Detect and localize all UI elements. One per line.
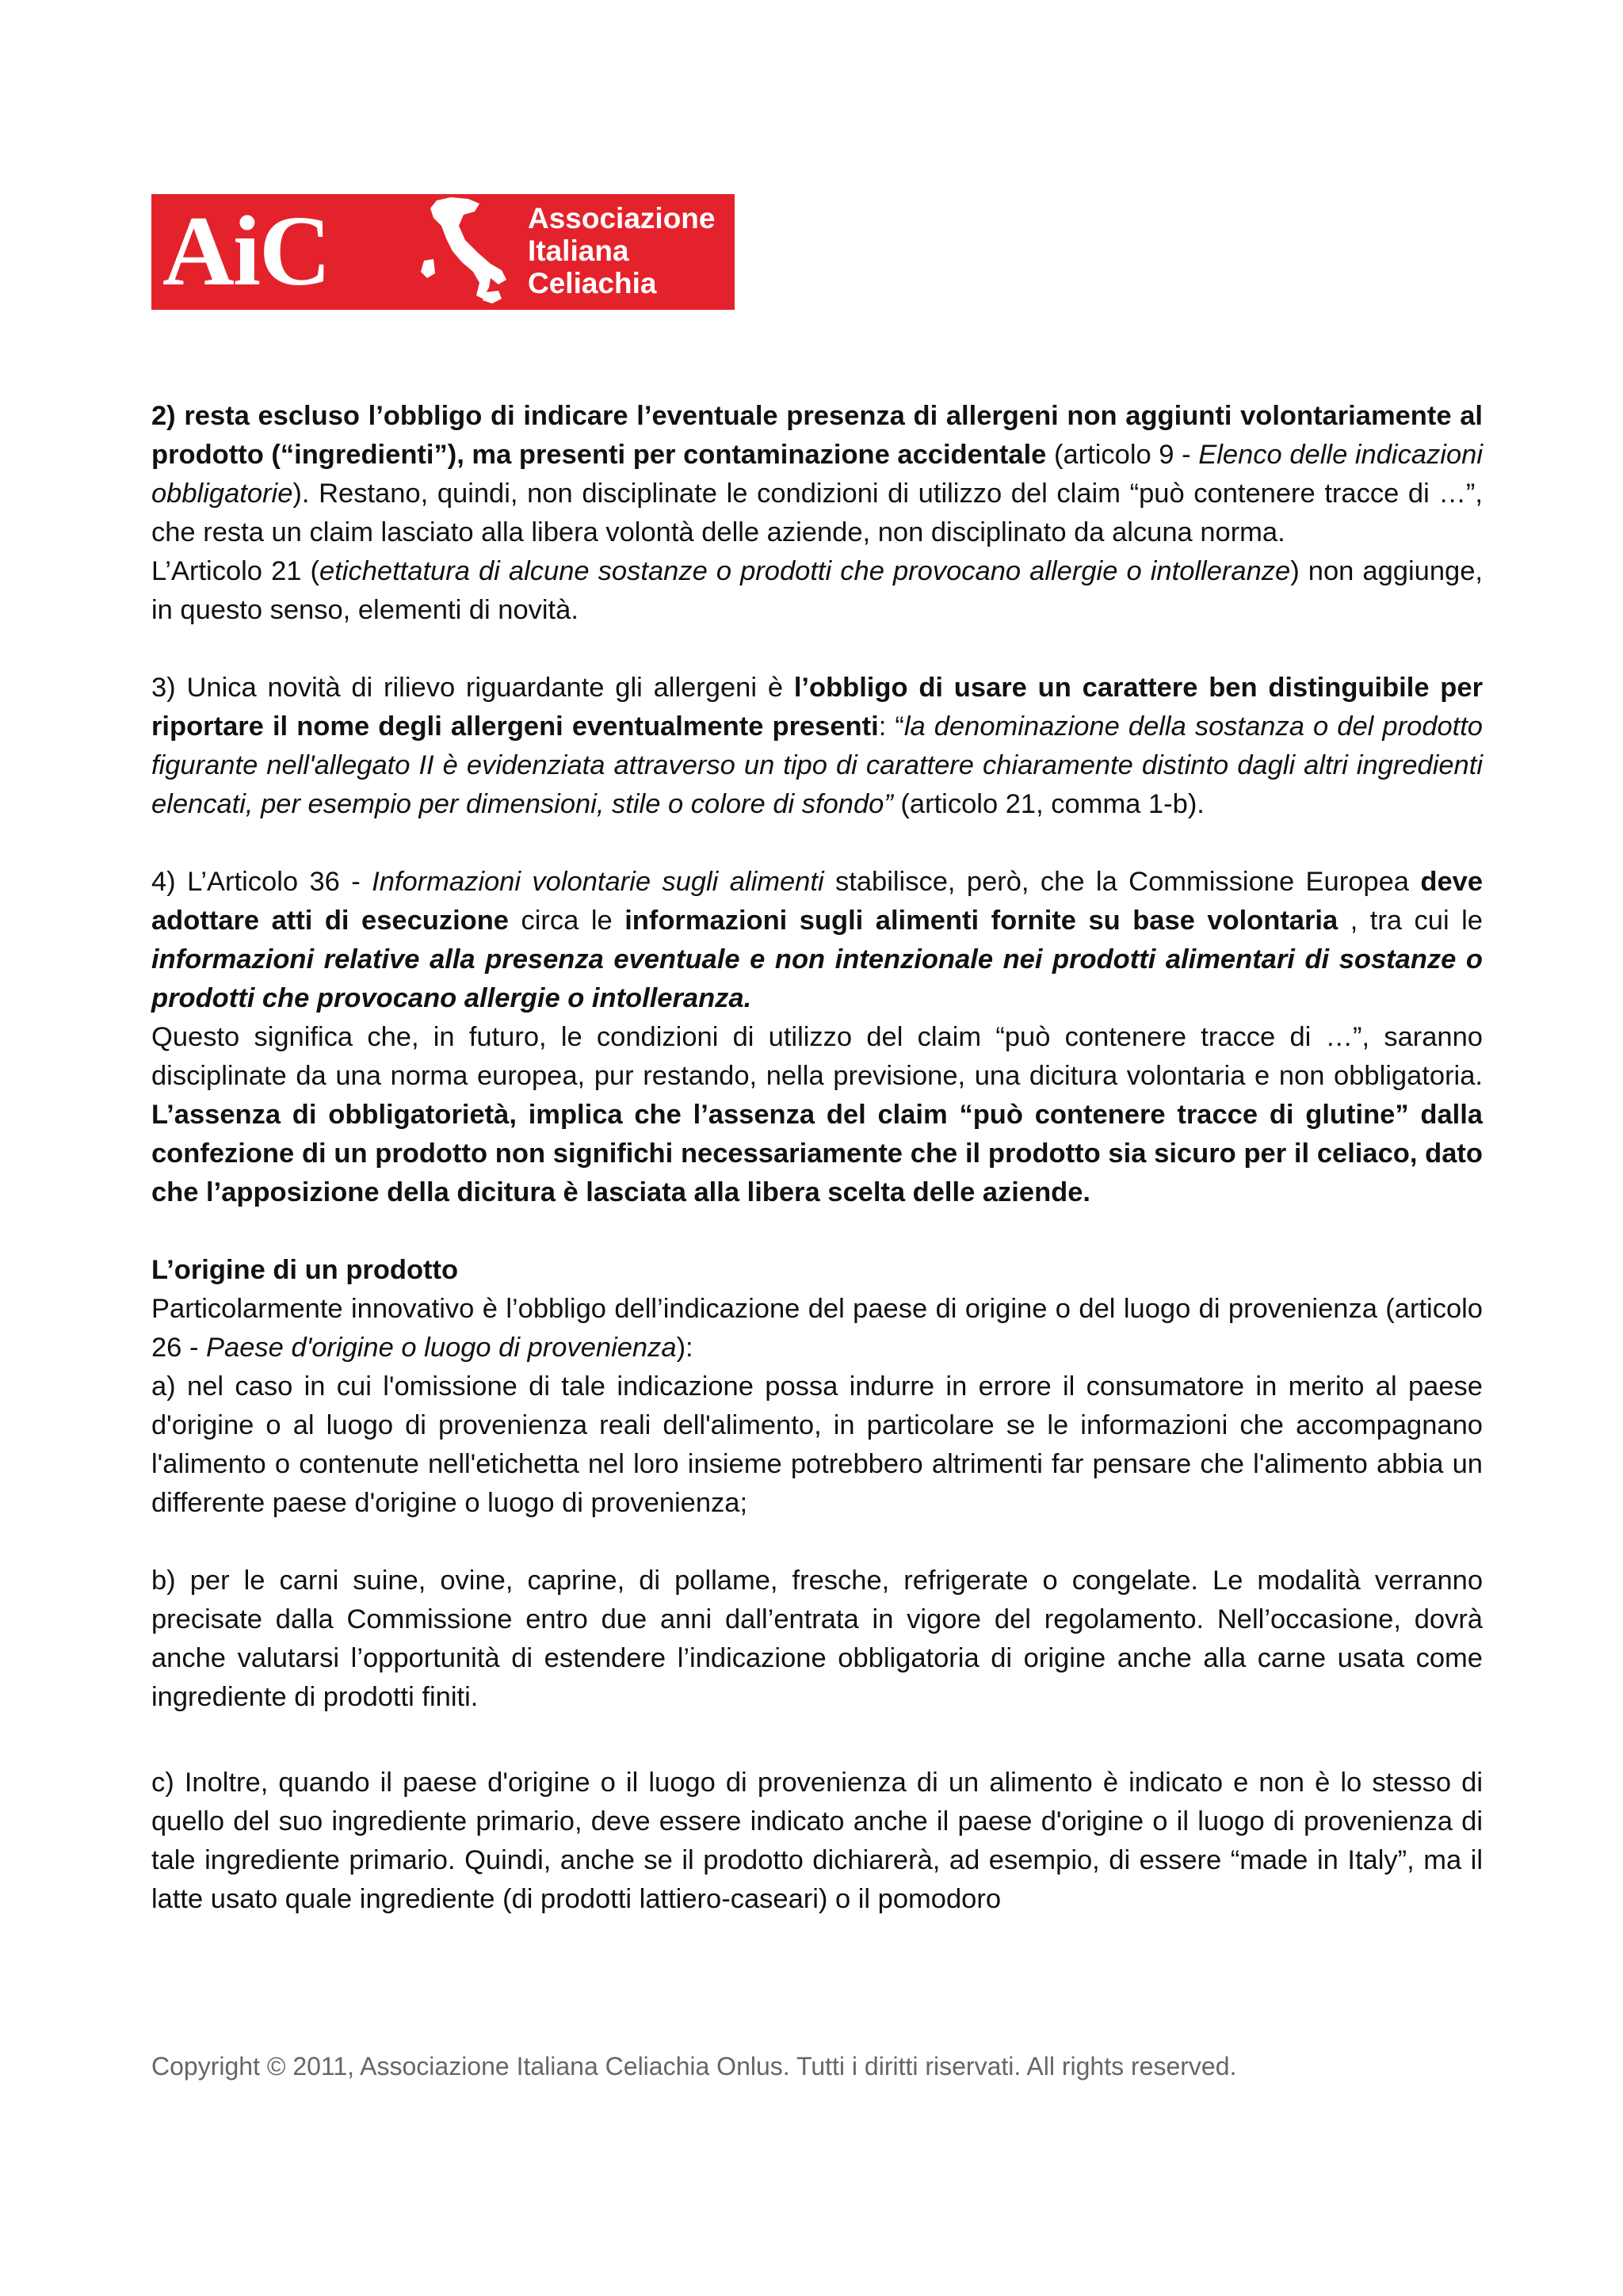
paragraph-origin-b: b) per le carni suine, ovine, caprine, di pollame, fresche, refrigerate o congelate. Le modalità verranno precisate dalla Commissione entro due anni dall’entrata in vigore del regolamento. Nell’occasione, dovrà anche valutarsi l’opportunità di estendere l’indicazione obbligatoria di origine anche alla carne usata come ingrediente di prodotti finiti.	[151, 1566, 1483, 1712]
paragraph-4-consequence: Questo significa che, in futuro, le condizioni di utilizzo del claim “può contenere tracce di …”, saranno disciplinate da una norma europea, pur restando, nella previsione, una dicitura volontaria e non obbligatoria. L’assenza di obbligatorietà, implica che l’assenza del claim “può contenere tracce di glutine” dalla confezione di un prodotto non significhi necessariamente che il prodotto sia sicuro per il celiaco, dato che l’apposizione della dicitura è lasciata alla libera scelta delle aziende.	[151, 1022, 1483, 1207]
paragraph-2: 2) resta escluso l’obbligo di indicare l’eventuale presenza di allergeni non aggiunti volontariamente al prodotto (“ingredienti”), ma presenti per contaminazione accidentale (articolo 9 - Elenco delle indicazioni obbligatorie). Restano, quindi, non disciplinate le condizioni di utilizzo del claim “può contenere tracce di …”, che resta un claim lasciato alla libera volontà delle aziende, non disciplinato da alcuna norma.	[151, 401, 1483, 547]
logo-org-name: Associazione Italiana Celiachia	[528, 202, 716, 299]
aic-logo	[151, 194, 735, 310]
copyright-footer: Copyright © 2011, Associazione Italiana Celiachia Onlus. Tutti i diritti riservati. All rights reserved.	[151, 2052, 1237, 2081]
paragraph-origin-c: c) Inoltre, quando il paese d'origine o il luogo di provenienza di un alimento è indicato e non è lo stesso di quello del suo ingrediente primario, deve essere indicato anche il paese d'origine o il luogo di provenienza di tale ingrediente primario. Quindi, anche se il prodotto dichiarerà, ad esempio, di essere “made in Italy”, ma il latte usato quale ingrediente (di prodotti lattiero-caseari) o il pomodoro	[151, 1768, 1483, 1914]
logo-mark: AiC	[162, 196, 330, 307]
paragraph-3: 3) Unica novità di rilievo riguardante gli allergeni è l’obbligo di usare un carattere ben distinguibile per riportare il nome degli allergeni eventualmente presenti: “la denominazione della sostanza o del prodotto figurante nell'allegato II è evidenziata attraverso un tipo di carattere chiaramente distinto dagli altri ingredienti elencati, per esempio per dimensioni, stile o colore di sfondo” (articolo 21, comma 1-b).	[151, 673, 1483, 819]
paragraph-article-21: L’Articolo 21 (etichettatura di alcune sostanze o prodotti che provocano allergie o intolleranze) non aggiunge, in questo senso, elementi di novità.	[151, 556, 1483, 625]
document-body	[151, 397, 1483, 1919]
italy-map-icon	[413, 194, 524, 310]
paragraph-origin-intro: Particolarmente innovativo è l’obbligo dell’indicazione del paese di origine o del luogo di provenienza (articolo 26 - Paese d'origine o luogo di provenienza):	[151, 1294, 1483, 1363]
section-heading-origin: L’origine di un prodotto	[151, 1255, 459, 1285]
paragraph-4: 4) L’Articolo 36 - Informazioni volontarie sugli alimenti stabilisce, però, che la Commissione Europea deve adottare atti di esecuzione circa le informazioni sugli alimenti fornite su base volontaria , tra cui le informazioni relative alla presenza eventuale e non intenzionale nei prodotti alimentari di sostanze o prodotti che provocano allergie o intolleranza.	[151, 867, 1484, 1013]
paragraph-origin-a: a) nel caso in cui l'omissione di tale indicazione possa indurre in errore il consumatore in merito al paese d'origine o al luogo di provenienza reali dell'alimento, in particolare se le informazioni che accompagnano l'alimento o contenute nell'etichetta nel loro insieme potrebbero altrimenti far pensare che l'alimento abbia un differente paese d'origine o luogo di provenienza;	[151, 1371, 1483, 1518]
